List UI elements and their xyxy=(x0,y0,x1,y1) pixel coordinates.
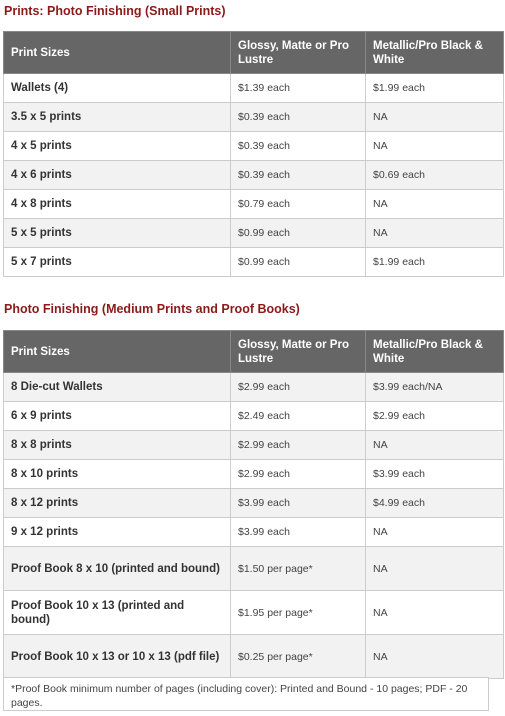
metallic-price-cell: NA xyxy=(366,431,504,460)
table-row xyxy=(4,74,504,103)
glossy-price-cell: $2.99 each xyxy=(231,373,366,402)
metallic-price-cell: $3.99 each xyxy=(366,460,504,489)
table-row xyxy=(4,431,504,460)
table-row xyxy=(4,547,504,591)
print-size-cell: 5 x 7 prints xyxy=(4,248,231,277)
table-row xyxy=(4,489,504,518)
header-metallic-bw: Metallic/Pro Black & White xyxy=(366,331,504,373)
glossy-price-cell: $1.95 per page* xyxy=(231,591,366,635)
metallic-price-cell: $1.99 each xyxy=(366,74,504,103)
table-row xyxy=(4,635,504,679)
header-glossy-matte: Glossy, Matte or Pro Lustre xyxy=(231,32,366,74)
table-row xyxy=(4,460,504,489)
metallic-price-cell: $0.69 each xyxy=(366,161,504,190)
glossy-price-cell: $0.25 per page* xyxy=(231,635,366,679)
metallic-price-cell: NA xyxy=(366,518,504,547)
table-row xyxy=(4,103,504,132)
print-size-cell: 8 x 8 prints xyxy=(4,431,231,460)
glossy-price-cell: $0.99 each xyxy=(231,219,366,248)
metallic-price-cell: $4.99 each xyxy=(366,489,504,518)
table-row xyxy=(4,248,504,277)
metallic-price-cell: NA xyxy=(366,132,504,161)
table-row xyxy=(4,518,504,547)
table-row xyxy=(4,591,504,635)
table-header-row xyxy=(4,331,504,373)
print-size-cell: Wallets (4) xyxy=(4,74,231,103)
glossy-price-cell: $0.39 each xyxy=(231,161,366,190)
print-size-cell: Proof Book 10 x 13 or 10 x 13 (pdf file) xyxy=(4,635,231,679)
header-metallic-bw: Metallic/Pro Black & White xyxy=(366,32,504,74)
header-glossy-matte: Glossy, Matte or Pro Lustre xyxy=(231,331,366,373)
glossy-price-cell: $2.99 each xyxy=(231,431,366,460)
glossy-price-cell: $0.39 each xyxy=(231,103,366,132)
table-row xyxy=(4,373,504,402)
section-heading-medium-prints: Photo Finishing (Medium Prints and Proof Books) xyxy=(4,302,300,316)
print-size-cell: Proof Book 10 x 13 (printed and bound) xyxy=(4,591,231,635)
print-size-cell: 6 x 9 prints xyxy=(4,402,231,431)
print-size-cell: 4 x 6 prints xyxy=(4,161,231,190)
metallic-price-cell: NA xyxy=(366,635,504,679)
print-size-cell: 4 x 8 prints xyxy=(4,190,231,219)
table-row xyxy=(4,402,504,431)
glossy-price-cell: $2.49 each xyxy=(231,402,366,431)
table-row xyxy=(4,219,504,248)
metallic-price-cell: NA xyxy=(366,591,504,635)
header-print-sizes: Print Sizes xyxy=(4,331,231,373)
table-row xyxy=(4,190,504,219)
print-size-cell: 9 x 12 prints xyxy=(4,518,231,547)
medium-prints-table xyxy=(3,330,504,679)
print-size-cell: 8 x 12 prints xyxy=(4,489,231,518)
glossy-price-cell: $3.99 each xyxy=(231,518,366,547)
print-size-cell: 8 x 10 prints xyxy=(4,460,231,489)
glossy-price-cell: $1.39 each xyxy=(231,74,366,103)
section-heading-small-prints: Prints: Photo Finishing (Small Prints) xyxy=(4,4,226,18)
print-size-cell: 8 Die-cut Wallets xyxy=(4,373,231,402)
metallic-price-cell: $1.99 each xyxy=(366,248,504,277)
print-size-cell: 3.5 x 5 prints xyxy=(4,103,231,132)
metallic-price-cell: $2.99 each xyxy=(366,402,504,431)
header-print-sizes: Print Sizes xyxy=(4,32,231,74)
glossy-price-cell: $3.99 each xyxy=(231,489,366,518)
metallic-price-cell: NA xyxy=(366,547,504,591)
glossy-price-cell: $2.99 each xyxy=(231,460,366,489)
print-size-cell: Proof Book 8 x 10 (printed and bound) xyxy=(4,547,231,591)
small-prints-table xyxy=(3,31,504,277)
table-row xyxy=(4,161,504,190)
metallic-price-cell: NA xyxy=(366,190,504,219)
glossy-price-cell: $0.99 each xyxy=(231,248,366,277)
print-size-cell: 5 x 5 prints xyxy=(4,219,231,248)
glossy-price-cell: $0.79 each xyxy=(231,190,366,219)
table-row xyxy=(4,132,504,161)
print-size-cell: 4 x 5 prints xyxy=(4,132,231,161)
glossy-price-cell: $0.39 each xyxy=(231,132,366,161)
metallic-price-cell: $3.99 each/NA xyxy=(366,373,504,402)
table-header-row xyxy=(4,32,504,74)
proof-book-footnote: *Proof Book minimum number of pages (including cover): Printed and Bound - 10 pages; PDF - 20 pages. xyxy=(3,677,489,711)
metallic-price-cell: NA xyxy=(366,103,504,132)
metallic-price-cell: NA xyxy=(366,219,504,248)
glossy-price-cell: $1.50 per page* xyxy=(231,547,366,591)
